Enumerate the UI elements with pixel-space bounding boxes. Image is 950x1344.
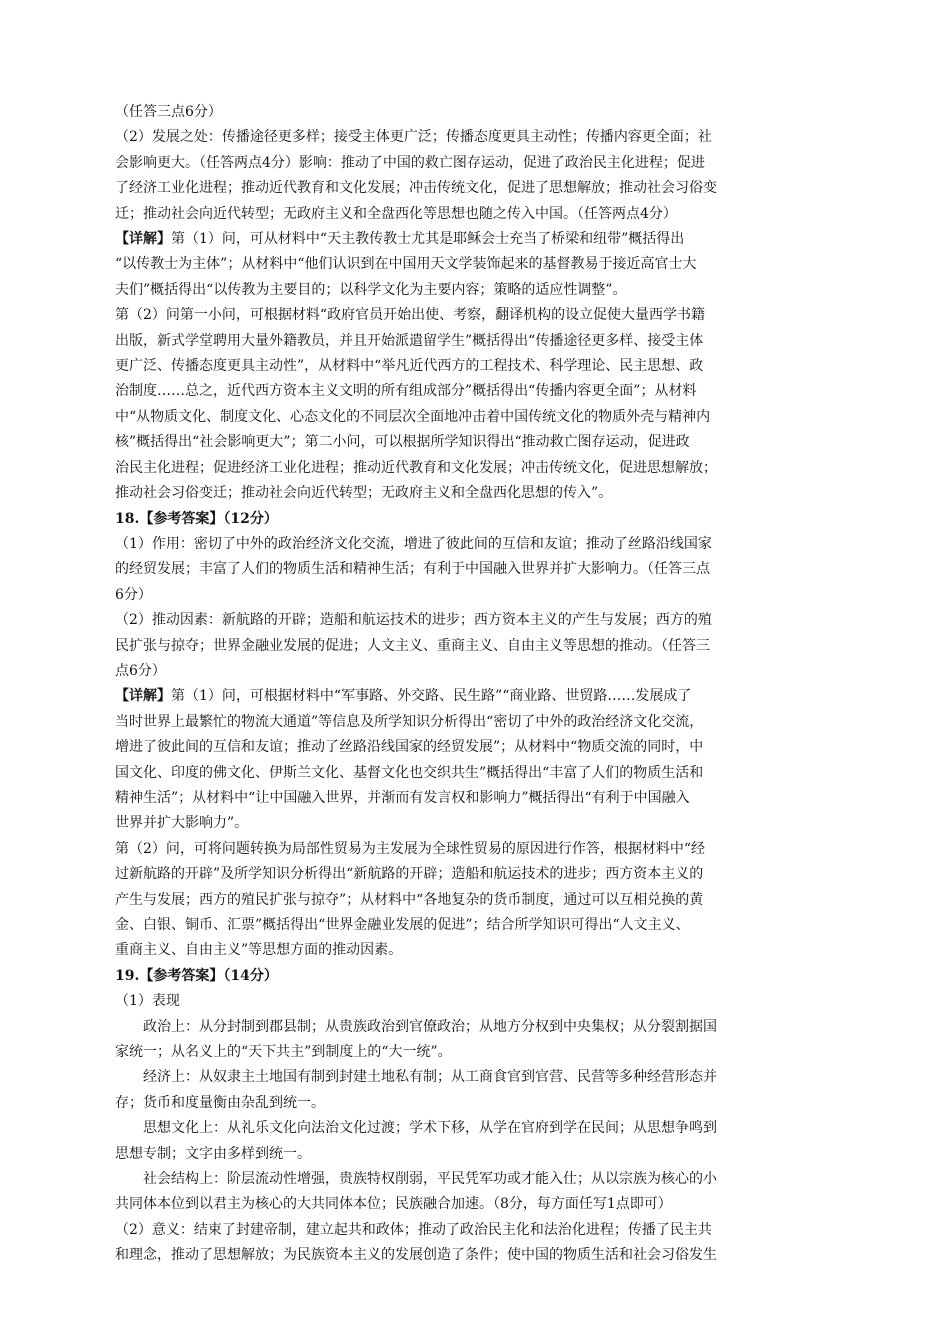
text-line: 思想专制；文字由多样到统一。 (115, 1145, 311, 1162)
text-line: 6分） (115, 586, 152, 603)
detail-explanation-line: 【详解】第（1）问，可根据材料中“军事路、外交路、民生路”“商业路、世贸路……发展成了 (115, 688, 692, 705)
detail-label: 【详解】 (115, 231, 171, 248)
text-line: 中“从物质文化、制度文化、心态文化的不同层次全面地冲击着中国传统文化的物质外壳与精神内 (115, 408, 711, 425)
detail-label: 【详解】 (115, 688, 171, 705)
text-line: 存；货币和度量衡由杂乱到统一。 (115, 1094, 325, 1111)
text-line: 点6分） (115, 662, 166, 679)
text-line: （1）表现 (115, 993, 180, 1010)
text-line: 社会结构上：阶层流动性增强，贵族特权削弱，平民凭军功或才能入仕；从以宗族为核心的小 (143, 1171, 717, 1188)
text-line: 的经贸发展；丰富了人们的物质生活和精神生活；有利于中国融入世界并扩大影响力。（任答三点 (115, 561, 710, 578)
text-line: 国文化、印度的佛文化、伊斯兰文化、基督文化也交织共生”概括得出“丰富了人们的物质生活和 (115, 764, 704, 781)
text-line: 共同体本位到以君主为核心的大共同体本位；民族融合加速。（8分，每方面任写1点即可） (115, 1196, 672, 1213)
text-line: 核”概括得出“社会影响更大”；第二小问，可以根据所学知识得出“推动救亡图存运动，促进政 (115, 434, 690, 451)
text-line: 迁；推动社会向近代转型；无政府主义和全盘西化等思想也随之传入中国。（任答两点4分） (115, 205, 677, 222)
text-line: （1）作用：密切了中外的政治经济文化交流，增进了彼此间的互信和友谊；推动了丝路沿线国家 (115, 535, 712, 552)
text-line: 民扩张与掠夺；世界金融业发展的促进；人文主义、重商主义、自由主义等思想的推动。（任答三 (115, 637, 710, 654)
text-line: 推动社会习俗变迁；推动社会向近代转型；无政府主义和全盘西化思想的传入”。 (115, 485, 613, 502)
text-line: 世界并扩大影响力”。 (115, 815, 249, 832)
text-line: 增进了彼此间的互信和友谊；推动了丝路沿线国家的经贸发展”；从材料中“物质交流的同时，中 (115, 739, 704, 756)
text-line: 经济上：从奴隶主土地国有制到封建土地私有制；从工商食官到官营、民营等多种经营形态并 (143, 1069, 717, 1086)
text-line: “以传教士为主体”；从材料中“他们认识到在中国用天文学装饰起来的基督教易于接近高官士大 (115, 256, 697, 273)
text-line: 夫们”概括得出“以传教为主要目的；以科学文化为主要内容；策略的适应性调整”。 (115, 281, 627, 298)
answer-heading-19: 19.【参考答案】（14分） (115, 967, 278, 984)
text-line: 当时世界上最繁忙的物流大通道”等信息及所学知识分析得出“密切了中外的政治经济文化交流， (115, 713, 704, 730)
text-line: 治民主化进程；促进经济工业化进程；推动近代教育和文化发展；冲击传统文化，促进思想解放； (115, 459, 717, 476)
text-line: 政治上：从分封制到郡县制；从贵族政治到官僚政治；从地方分权到中央集权；从分裂割据国 (143, 1018, 717, 1035)
text-line: 出版，新式学堂聘用大量外籍教员，并且开始派遣留学生”概括得出“传播途径更多样、接受主体 (115, 332, 704, 349)
text-line: （任答三点6分） (115, 104, 222, 120)
text-line: 了经济工业化进程；推动近代教育和文化发展；冲击传统文化，促进了思想解放；推动社会习俗变 (115, 180, 717, 197)
text-line: 家统一；从名义上的“天下共主”到制度上的“大一统”。 (115, 1044, 452, 1061)
text-line: （2）推动因素：新航路的开辟；造船和航运技术的进步；西方资本主义的产生与发展；西方的殖 (115, 612, 712, 629)
text-line: 第（2）问，可将问题转换为局部性贸易为主发展为全球性贸易的原因进行作答，根据材料中“经 (115, 840, 706, 857)
text-line: 精神生活”；从材料中“让中国融入世界，并渐而有发言权和影响力”概括得出“有利于中国融入 (115, 789, 690, 806)
text-line: 和理念，推动了思想解放；为民族资本主义的发展创造了条件；使中国的物质生活和社会习俗发生 (115, 1247, 717, 1264)
text-line: 过新航路的开辟”及所学知识分析得出“新航路的开辟；造船和航运技术的进步；西方资本主义的 (115, 866, 704, 883)
text-line: 思想文化上：从礼乐文化向法治文化过渡；学术下移，从学在官府到学在民间；从思想争鸣到 (143, 1120, 717, 1137)
text-line: 第（2）问第一小问，可根据材料“政府官员开始出使、考察，翻译机构的设立促使大量西学书籍 (115, 307, 706, 324)
text-line: （2）发展之处：传播途径更多样；接受主体更广泛；传播态度更具主动性；传播内容更全面；社 (115, 129, 712, 146)
text-line: 产生与发展；西方的殖民扩张与掠夺”；从材料中“各地复杂的货币制度，通过可以互相兑换的黄 (115, 891, 704, 908)
text-line: （2）意义：结束了封建帝制，建立起共和政体；推动了政治民主化和法治化进程；传播了民主共 (115, 1221, 712, 1238)
detail-explanation-line: 【详解】第（1）问，可从材料中“天主教传教士尤其是耶稣会士充当了桥梁和纽带”概括得出 (115, 231, 685, 248)
document-page (115, 100, 840, 1269)
text-line: 重商主义、自由主义”等思想方面的推动因素。 (115, 942, 403, 959)
text-line: 金、白银、铜币、汇票”概括得出“世界金融业发展的促进”；结合所学知识可得出“人文主义、 (115, 917, 690, 933)
text-line: 治制度……总之，近代西方资本主义文明的所有组成部分”概括得出“传播内容更全面”；从材料 (115, 383, 697, 400)
text-line: 会影响更大。（任答两点4分）影响：推动了中国的救亡图存运动，促进了政治民主化进程；促进 (115, 154, 705, 171)
text-line: 更广泛、传播态度更具主动性”，从材料中“举凡近代西方的工程技术、科学理论、民主思想、政 (115, 358, 704, 375)
answer-heading-18: 18.【参考答案】（12分） (115, 510, 278, 527)
